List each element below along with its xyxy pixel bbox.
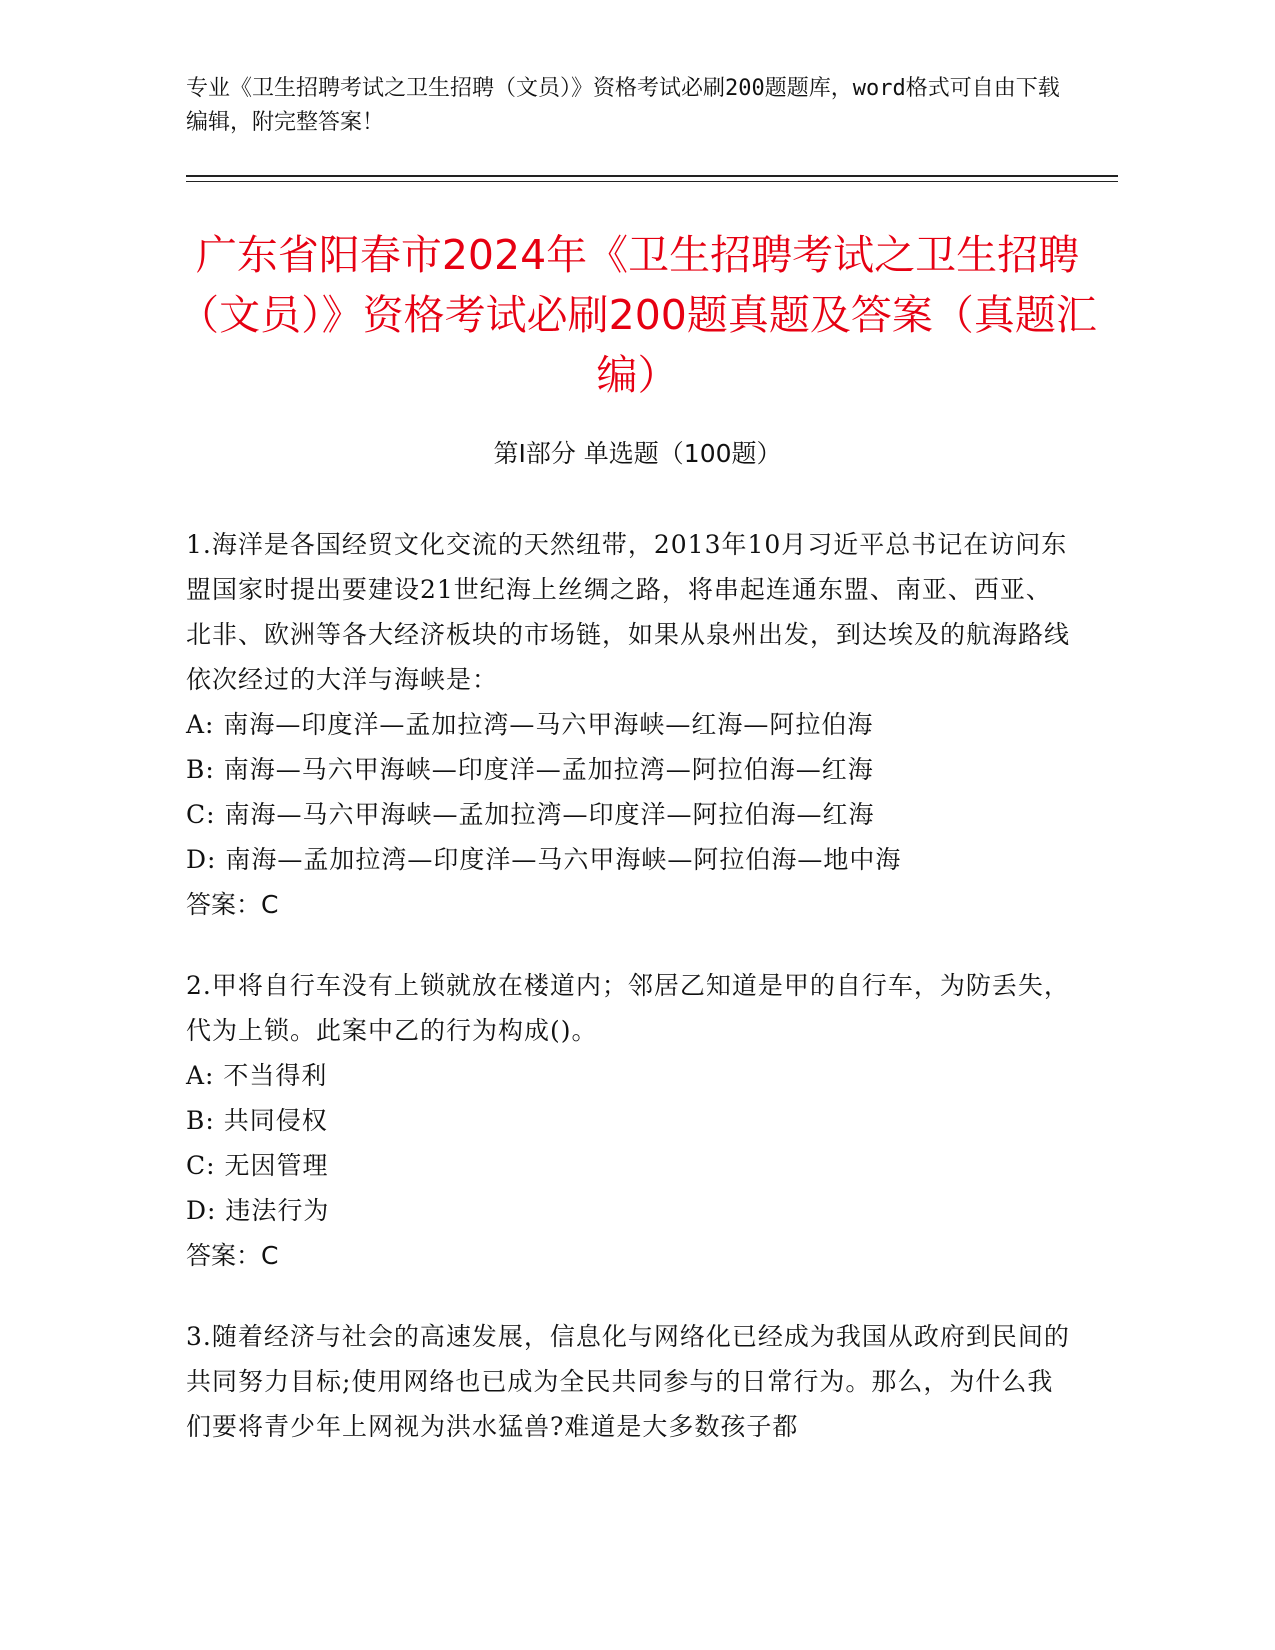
- option-a: A: 不当得利: [186, 1061, 328, 1090]
- option-c: C: 无因管理: [186, 1151, 329, 1180]
- option-c: C: 南海—马六甲海峡—孟加拉湾—印度洋—阿拉伯海—红海: [186, 800, 875, 829]
- document-title: 广东省阳春市2024年《卫生招聘考试之卫生招聘（文员）》资格考试必刷200题真题及答案（真题汇编）: [178, 231, 1097, 399]
- option-d: D: 违法行为: [186, 1196, 330, 1225]
- answer: 答案：C: [186, 1241, 279, 1270]
- question-list: [186, 522, 1076, 1485]
- header-note: 专业《卫生招聘考试之卫生招聘（文员）》资格考试必刷200题题库，word格式可自由下载编辑，附完整答案！: [186, 76, 1060, 135]
- answer: 答案：C: [186, 890, 279, 919]
- header-rule-thick: [186, 175, 1118, 177]
- option-b: B: 共同侵权: [186, 1106, 328, 1135]
- header-rule-thin: [186, 181, 1118, 182]
- section-title: 第Ⅰ部分 单选题（100题）: [493, 439, 782, 468]
- option-b: B: 南海—马六甲海峡—印度洋—孟加拉湾—阿拉伯海—红海: [186, 755, 874, 784]
- question-stem: 2.甲将自行车没有上锁就放在楼道内；邻居乙知道是甲的自行车，为防丢失，代为上锁。此案中乙的行为构成()。: [186, 971, 1070, 1045]
- question-stem: 1.海洋是各国经贸文化交流的天然纽带，2013年10月习近平总书记在访问东盟国家时提出要建设21世纪海上丝绸之路，将串起连通东盟、南亚、西亚、北非、欧洲等各大经济板块的市场链，如果从泉州出发，到达埃及的航海路线依次经过的大洋与海峡是：: [186, 530, 1071, 694]
- question-3: [186, 1314, 1076, 1449]
- option-d: D: 南海—孟加拉湾—印度洋—马六甲海峡—阿拉伯海—地中海: [186, 845, 902, 874]
- option-a: A: 南海—印度洋—孟加拉湾—马六甲海峡—红海—阿拉伯海: [186, 710, 874, 739]
- question-2: [186, 963, 1076, 1278]
- question-1: [186, 522, 1076, 927]
- question-stem: 3.随着经济与社会的高速发展，信息化与网络化已经成为我国从政府到民间的共同努力目标;使用网络也已成为全民共同参与的日常行为。那么，为什么我们要将青少年上网视为洪水猛兽?难道是大多数孩子都: [186, 1322, 1070, 1441]
